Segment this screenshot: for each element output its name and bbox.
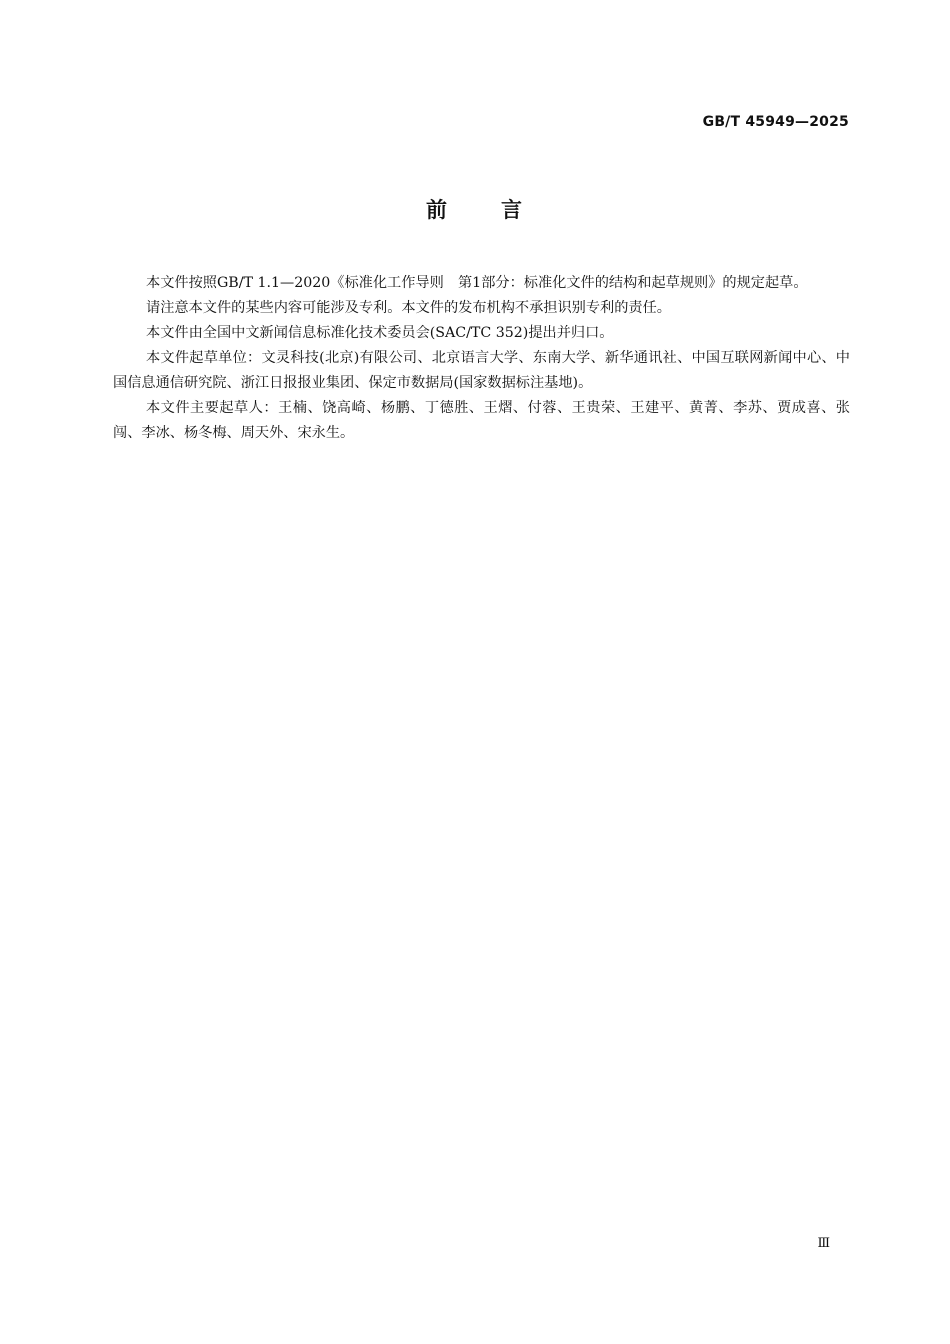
title-char-1: 前 <box>426 198 449 222</box>
page-title <box>0 194 950 224</box>
paragraph-drafting-rules: 本文件按照GB/T 1.1—2020《标准化工作导则 第1部分：标准化文件的结构和起草规则》的规定起草。 <box>146 275 808 291</box>
paragraph-drafters: 本文件主要起草人：王楠、饶高崎、杨鹏、丁德胜、王熠、付蓉、王贵荣、王建平、黄菁、李苏、贾成喜、张闯、李冰、杨冬梅、周天外、宋永生。 <box>113 400 850 441</box>
paragraph-drafting-units: 本文件起草单位：文灵科技(北京)有限公司、北京语言大学、东南大学、新华通讯社、中国互联网新闻中心、中国信息通信研究院、浙江日报报业集团、保定市数据局(国家数据标注基地)。 <box>113 350 850 391</box>
paragraph-proposer: 本文件由全国中文新闻信息标准化技术委员会(SAC/TC 352)提出并归口。 <box>146 325 614 341</box>
title-char-2: 言 <box>501 198 524 222</box>
paragraph-patent-notice: 请注意本文件的某些内容可能涉及专利。本文件的发布机构不承担识别专利的责任。 <box>146 300 671 316</box>
standard-number: GB/T 45949—2025 <box>702 114 849 130</box>
foreword-body <box>113 271 850 446</box>
page-number: Ⅲ <box>817 1236 830 1251</box>
